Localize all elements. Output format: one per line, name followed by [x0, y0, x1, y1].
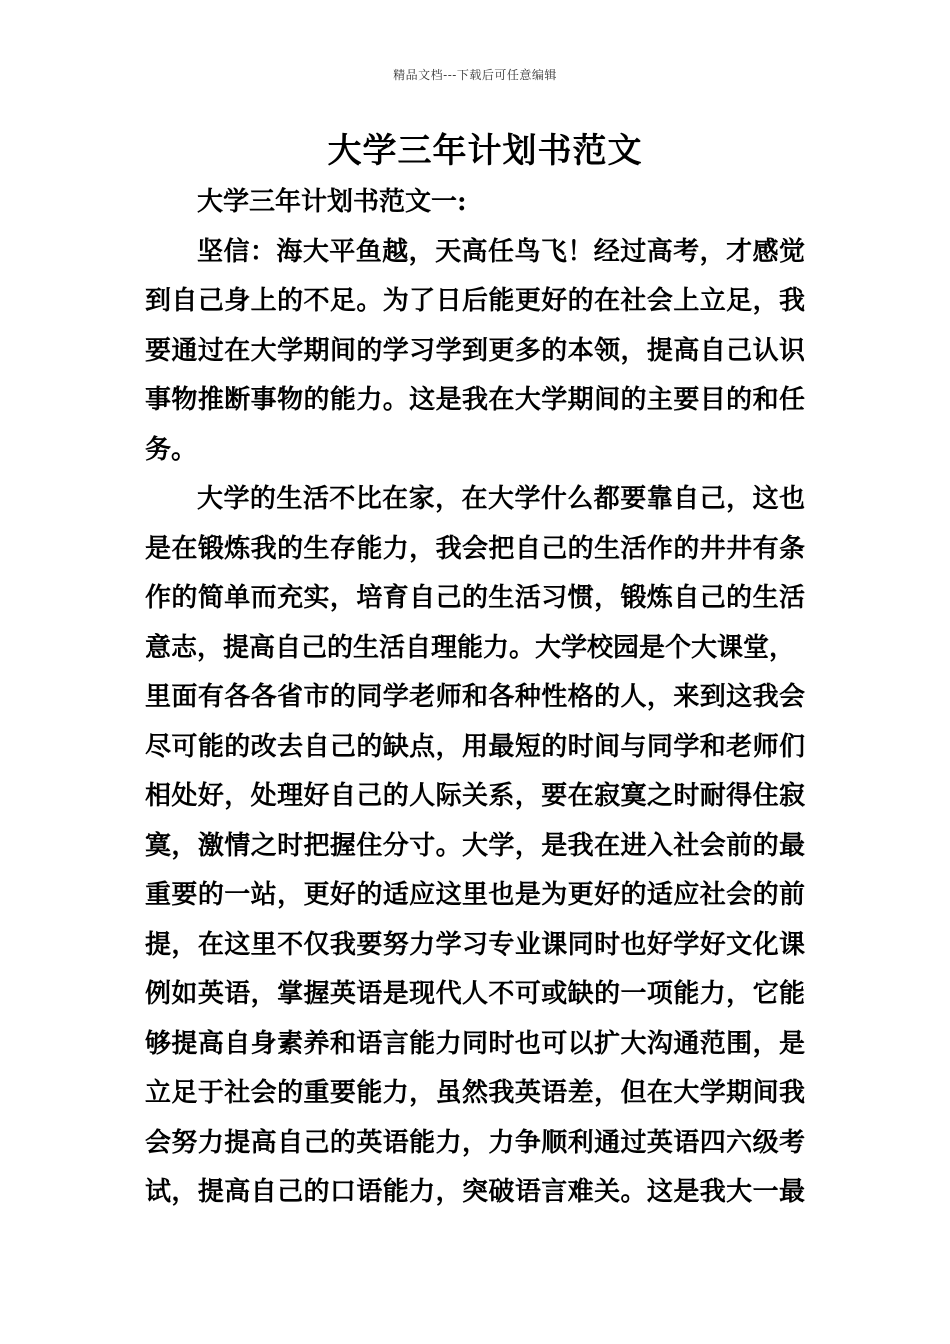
paragraph-line: 大学的生活不比在家，在大学什么都要靠自己，这也	[197, 484, 805, 514]
document-body	[145, 178, 805, 1218]
paragraph-line: 务。	[145, 434, 198, 465]
paragraph-line: 是在锻炼我的生存能力，我会把自己的生活作的井井有条	[145, 533, 805, 564]
paragraph-line: 寞，激情之时把握住分寸。大学，是我在进入社会前的最	[145, 830, 805, 861]
paragraph-line: 要通过在大学期间的学习学到更多的本领，提高自己认识	[145, 335, 805, 366]
paragraph-line: 例如英语，掌握英语是现代人不可或缺的一项能力，它能	[145, 979, 805, 1009]
paragraph-line: 作的简单而充实，培育自己的生活习惯，锻炼自己的生活	[145, 583, 805, 613]
paragraph-line: 会努力提高自己的英语能力，力争顺利通过英语四六级考	[145, 1127, 805, 1158]
paragraph-line: 意志，提高自己的生活自理能力。大学校园是个大课堂，	[145, 632, 796, 663]
paragraph-line: 提，在这里不仅我要努力学习专业课同时也好学好文化课	[145, 929, 805, 960]
paragraph-line: 事物推断事物的能力。这是我在大学期间的主要目的和任	[145, 385, 805, 415]
paragraph-line: 立足于社会的重要能力，虽然我英语差，但在大学期间我	[145, 1078, 805, 1108]
paragraph-line: 里面有各各省市的同学老师和各种性格的人，来到这我会	[145, 682, 805, 712]
paragraph-line: 试，提高自己的口语能力，突破语言难关。这是我大一最	[145, 1177, 805, 1207]
paragraph-line: 到自己身上的不足。为了日后能更好的在社会上立足，我	[145, 286, 805, 316]
paragraph-line: 尽可能的改去自己的缺点，用最短的时间与同学和老师们	[145, 731, 805, 762]
section-heading: 大学三年计划书范文一:	[197, 187, 467, 217]
paragraph-line: 坚信：海大平鱼越，天高任鸟飞！经过高考，才感觉	[197, 236, 805, 267]
paragraph-line: 够提高自身素养和语言能力同时也可以扩大沟通范围，是	[145, 1028, 805, 1059]
paragraph-line: 相处好，处理好自己的人际关系，要在寂寞之时耐得住寂	[145, 781, 805, 811]
document-title: 大学三年计划书范文	[327, 131, 643, 171]
paragraph-line: 重要的一站，更好的适应这里也是为更好的适应社会的前	[145, 880, 805, 910]
header-note: 精品文档---下载后可任意编辑	[393, 68, 557, 82]
